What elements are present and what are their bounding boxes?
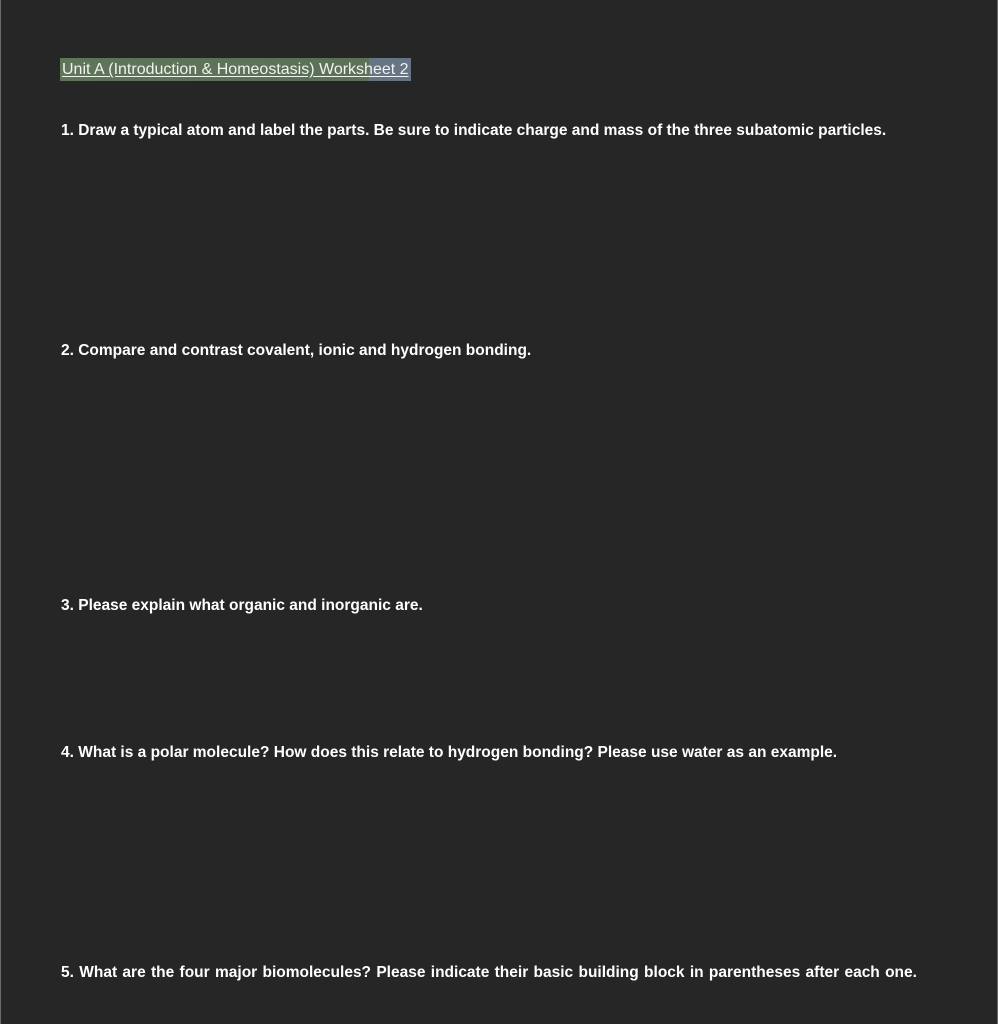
question-2: 2. Compare and contrast covalent, ionic and hydrogen bonding. (61, 342, 532, 359)
question-1: 1. Draw a typical atom and label the parts. Be sure to indicate charge and mass of the three subatomic particles. (61, 122, 887, 139)
question-3: 3. Please explain what organic and inorganic are. (61, 597, 423, 614)
worksheet-title: Unit A (Introduction & Homeostasis) Worksheet 2 (60, 58, 411, 81)
question-5: 5. What are the four major biomolecules? Please indicate their basic building block in parentheses after each one. (61, 964, 917, 981)
question-4: 4. What is a polar molecule? How does this relate to hydrogen bonding? Please use water as an example. (61, 744, 838, 761)
